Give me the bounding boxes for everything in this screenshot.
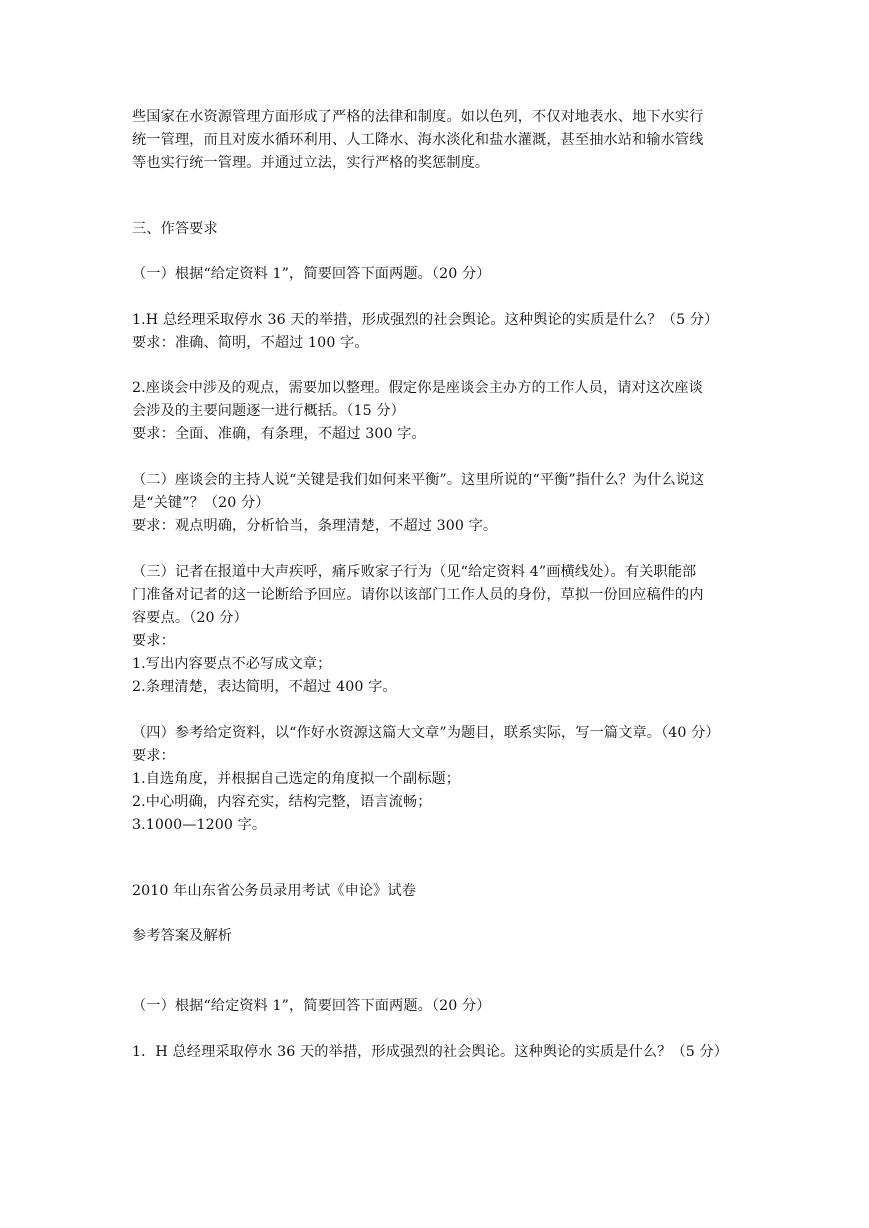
question-four-requirement-3: 3.1000—1200 字。 — [132, 817, 267, 833]
answer-item-1: 1．H 总经理采取停水 36 天的举措，形成强烈的社会舆论。这种舆论的实质是什么？（5 分） — [132, 1044, 729, 1060]
question-four-requirement-1: 1.自选角度，并根据自己选定的角度拟一个副标题； — [132, 771, 461, 787]
question-two-line-2: 是“关键”？（20 分） — [132, 495, 270, 511]
answer-question-one-title: （一）根据“给定资料 1”，简要回答下面两题。（20 分） — [132, 998, 491, 1014]
question-three-line-1: （三）记者在报道中大声疾呼，痛斥败家子行为（见“给定资料 4”画横线处）。有关职能部 — [132, 564, 697, 580]
intro-line-2: 统一管理，而且对废水循环利用、人工降水、海水淡化和盐水灌溉，甚至抽水站和输水管线 — [132, 132, 704, 148]
question-three-requirement-2: 2.条理清楚，表达简明，不超过 400 字。 — [132, 679, 397, 695]
intro-line-1: 些国家在水资源管理方面形成了严格的法律和制度。如以色列，不仅对地表水、地下水实行 — [132, 109, 704, 125]
question-four-requirement-2: 2.中心明确，内容充实，结构完整，语言流畅； — [132, 794, 432, 810]
section-heading: 三、作答要求 — [132, 221, 218, 237]
question-three-requirement-label: 要求： — [132, 633, 175, 649]
q1-item-1-text: 1.H 总经理采取停水 36 天的举措，形成强烈的社会舆论。这种舆论的实质是什么？（5 分） — [132, 312, 719, 328]
question-three-line-3: 容要点。（20 分） — [132, 610, 248, 626]
q1-item-1-requirement: 要求：准确、简明，不超过 100 字。 — [132, 335, 369, 351]
question-four-requirement-label: 要求： — [132, 748, 175, 764]
answer-subtitle: 参考答案及解析 — [132, 928, 233, 944]
q1-item-2-requirement: 要求：全面、准确，有条理，不超过 300 字。 — [132, 426, 426, 442]
question-two-requirement: 要求：观点明确，分析恰当，条理清楚，不超过 300 字。 — [132, 518, 498, 534]
question-two-line-1: （二）座谈会的主持人说“关键是我们如何来平衡”。这里所说的“平衡”指什么？为什么说这 — [132, 472, 705, 488]
question-four-title: （四）参考给定资料，以“作好水资源这篇大文章”为题目，联系实际，写一篇文章。（40 分） — [132, 725, 720, 741]
question-three-requirement-1: 1.写出内容要点不必写成文章； — [132, 656, 332, 672]
question-three-line-2: 门准备对记者的这一论断给予回应。请你以该部门工作人员的身份，草拟一份回应稿件的内 — [132, 587, 704, 603]
answer-exam-title: 2010 年山东省公务员录用考试《申论》试卷 — [132, 883, 417, 899]
q1-item-2-line-2: 会涉及的主要问题逐一进行概括。（15 分） — [132, 403, 405, 419]
q1-item-2-line-1: 2.座谈会中涉及的观点，需要加以整理。假定你是座谈会主办方的工作人员，请对这次座谈 — [132, 380, 703, 396]
question-one-title: （一）根据“给定资料 1”，简要回答下面两题。（20 分） — [132, 266, 491, 282]
intro-line-3: 等也实行统一管理。并通过立法，实行严格的奖惩制度。 — [132, 155, 490, 171]
